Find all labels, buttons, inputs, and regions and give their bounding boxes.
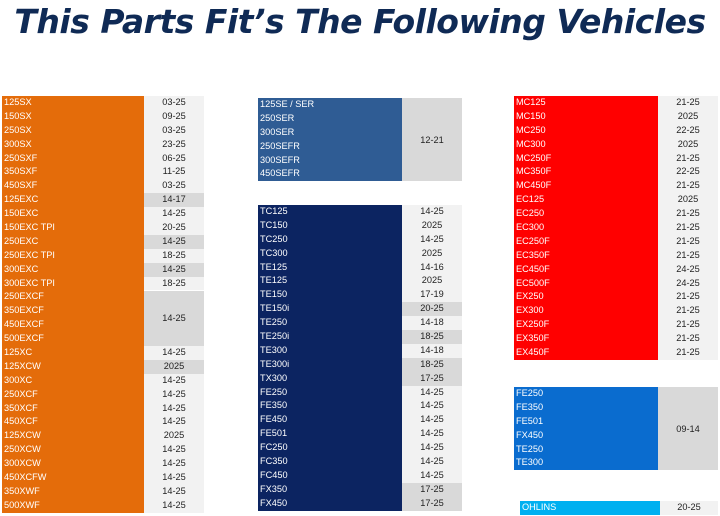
table-row: [2, 138, 204, 152]
model-cell: 250EXC: [2, 235, 144, 249]
table-row: [2, 165, 204, 179]
model-cell: TE125: [258, 261, 402, 275]
gasgas-fitment-table: [514, 96, 718, 360]
model-cell: FC450: [258, 469, 402, 483]
model-cell: 125XCW: [2, 360, 144, 374]
model-cell: TE250: [514, 443, 658, 457]
year-cell: 21-25: [658, 304, 718, 318]
model-cell: 500XWF: [2, 499, 144, 513]
year-cell: 17-19: [402, 288, 462, 302]
model-cell: 150EXC TPI: [2, 221, 144, 235]
model-cell: 300EXC TPI: [2, 277, 144, 291]
year-cell: 14-25: [144, 235, 204, 249]
model-cell: 250EXCF: [2, 290, 144, 304]
year-cell: 2025: [402, 274, 462, 288]
table-row: [514, 124, 718, 138]
table-row: [2, 485, 204, 499]
table-row: [258, 441, 462, 455]
husqvarna-se-fitment-table: [258, 98, 462, 181]
model-cell: 125XCW: [2, 429, 144, 443]
year-cell: 03-25: [144, 96, 204, 110]
year-cell: 21-25: [658, 221, 718, 235]
model-cell: FX350: [258, 483, 402, 497]
table-row: [258, 469, 462, 483]
year-cell: 24-25: [658, 263, 718, 277]
model-cell: 150EXC: [2, 207, 144, 221]
model-cell: 300SX: [2, 138, 144, 152]
model-cell: FC350: [258, 455, 402, 469]
year-cell: 21-25: [658, 179, 718, 193]
model-cell: FE501: [514, 415, 658, 429]
year-cell: 18-25: [144, 249, 204, 263]
table-row: [258, 372, 462, 386]
model-cell: EX250: [514, 290, 658, 304]
table-row: [258, 302, 462, 316]
year-cell: 20-25: [144, 221, 204, 235]
table-row: [258, 274, 462, 288]
year-cell: 22-25: [658, 124, 718, 138]
table-row: [2, 193, 204, 207]
model-cell: TE250i: [258, 330, 402, 344]
year-cell: 14-25: [402, 399, 462, 413]
year-cell: 14-25: [402, 427, 462, 441]
table-row: [514, 235, 718, 249]
table-row: [258, 483, 462, 497]
table-row: [2, 179, 204, 193]
model-cell: EX350F: [514, 332, 658, 346]
year-cell: 23-25: [144, 138, 204, 152]
table-row: [2, 402, 204, 416]
table-row: [2, 346, 204, 360]
table-row: [2, 429, 204, 443]
model-cell: 250SXF: [2, 152, 144, 166]
year-cell: 14-25: [402, 441, 462, 455]
table-row: [2, 360, 204, 374]
year-cell: 14-25: [144, 374, 204, 388]
table-row: [2, 471, 204, 485]
model-cell: MC350F: [514, 165, 658, 179]
model-cell: FE350: [514, 401, 658, 415]
table-row: [258, 497, 462, 511]
model-cell: TE300i: [258, 358, 402, 372]
table-row: [2, 277, 204, 291]
year-cell: 2025: [402, 219, 462, 233]
year-cell: 14-25: [402, 455, 462, 469]
model-cell: FE250: [258, 386, 402, 400]
table-row: [514, 193, 718, 207]
model-cell: OHLINS: [520, 501, 660, 515]
table-row: [258, 344, 462, 358]
year-cell: 21-25: [658, 152, 718, 166]
model-cell: EC300: [514, 221, 658, 235]
model-cell: FE501: [258, 427, 402, 441]
table-row: [2, 235, 204, 249]
year-cell: 18-25: [144, 277, 204, 291]
year-cell: 20-25: [402, 302, 462, 316]
year-cell: 14-25: [144, 388, 204, 402]
year-cell: 09-25: [144, 110, 204, 124]
model-cell: TC250: [258, 233, 402, 247]
model-cell: 300SEFR: [258, 154, 402, 168]
table-row: [514, 318, 718, 332]
table-row: [258, 247, 462, 261]
year-cell: 14-25: [144, 346, 204, 360]
year-cell: 22-25: [658, 165, 718, 179]
table-row: [514, 110, 718, 124]
model-cell: TC125: [258, 205, 402, 219]
model-cell: 125EXC: [2, 193, 144, 207]
year-cell: 03-25: [144, 179, 204, 193]
table-row: [514, 138, 718, 152]
table-row: [514, 277, 718, 291]
table-row: [514, 249, 718, 263]
year-cell: 21-25: [658, 207, 718, 221]
year-cell: 2025: [402, 247, 462, 261]
model-cell: 350XCF: [2, 402, 144, 416]
model-cell: 250SX: [2, 124, 144, 138]
model-cell: FX450: [258, 497, 402, 511]
table-row: [258, 330, 462, 344]
table-row: [2, 207, 204, 221]
year-cell: 14-25: [144, 263, 204, 277]
model-cell: TE300: [258, 344, 402, 358]
year-cell: 14-18: [402, 316, 462, 330]
table-row: [258, 455, 462, 469]
model-cell: 450SEFR: [258, 167, 402, 181]
year-cell: 21-25: [658, 96, 718, 110]
table-row: [514, 221, 718, 235]
husqvarna-fitment-table: [258, 205, 462, 511]
table-row: [514, 346, 718, 360]
table-row: [2, 499, 204, 513]
year-cell: 21-25: [658, 249, 718, 263]
year-cell: 21-25: [658, 290, 718, 304]
table-row: [2, 457, 204, 471]
table-row: [514, 179, 718, 193]
merged-year-cell: 14-25: [144, 291, 204, 347]
table-row: [2, 263, 204, 277]
merged-year-cell: 12-21: [402, 98, 462, 181]
year-cell: 2025: [658, 110, 718, 124]
year-cell: 14-25: [402, 469, 462, 483]
model-cell: 450XCFW: [2, 471, 144, 485]
year-cell: 14-25: [144, 499, 204, 513]
year-cell: 2025: [144, 429, 204, 443]
model-cell: EX250F: [514, 318, 658, 332]
year-cell: 2025: [658, 138, 718, 152]
model-cell: MC250F: [514, 152, 658, 166]
table-row: [258, 427, 462, 441]
year-cell: 21-25: [658, 346, 718, 360]
model-cell: MC450F: [514, 179, 658, 193]
model-cell: 300EXC: [2, 263, 144, 277]
model-cell: 500EXCF: [2, 332, 144, 346]
year-cell: 21-25: [658, 318, 718, 332]
model-cell: TE150: [258, 288, 402, 302]
merged-year-cell: 09-14: [658, 387, 718, 470]
model-cell: 250SEFR: [258, 140, 402, 154]
model-cell: FE250: [514, 387, 658, 401]
model-cell: EX450F: [514, 346, 658, 360]
year-cell: 24-25: [658, 277, 718, 291]
model-cell: MC250: [514, 124, 658, 138]
table-row: [2, 221, 204, 235]
model-cell: 250XCF: [2, 388, 144, 402]
model-cell: TC300: [258, 247, 402, 261]
model-cell: 450SXF: [2, 179, 144, 193]
year-cell: 14-25: [144, 415, 204, 429]
table-row: [514, 304, 718, 318]
table-row: [2, 110, 204, 124]
table-row: [520, 501, 718, 515]
model-cell: 350XWF: [2, 485, 144, 499]
table-row: [258, 261, 462, 275]
year-cell: 18-25: [402, 330, 462, 344]
model-cell: 125SX: [2, 96, 144, 110]
year-cell: 14-25: [144, 443, 204, 457]
model-cell: 300SER: [258, 126, 402, 140]
table-row: [514, 207, 718, 221]
table-row: [258, 399, 462, 413]
model-cell: EC250: [514, 207, 658, 221]
year-cell: 2025: [658, 193, 718, 207]
model-cell: 250EXC TPI: [2, 249, 144, 263]
table-row: [514, 263, 718, 277]
year-cell: 17-25: [402, 483, 462, 497]
year-cell: 20-25: [660, 501, 718, 515]
year-cell: 18-25: [402, 358, 462, 372]
year-cell: 14-25: [402, 413, 462, 427]
year-cell: 14-17: [144, 193, 204, 207]
model-cell: TE250: [258, 316, 402, 330]
table-row: [2, 249, 204, 263]
table-row: [258, 316, 462, 330]
model-cell: TE300: [514, 456, 658, 470]
table-row: [514, 152, 718, 166]
table-row: [2, 124, 204, 138]
model-cell: MC300: [514, 138, 658, 152]
year-cell: 14-18: [402, 344, 462, 358]
year-cell: 21-25: [658, 235, 718, 249]
model-cell: 150SX: [2, 110, 144, 124]
model-cell: 300XC: [2, 374, 144, 388]
model-cell: TX300: [258, 372, 402, 386]
model-cell: FE350: [258, 399, 402, 413]
model-cell: 350SXF: [2, 165, 144, 179]
table-row: [2, 388, 204, 402]
year-cell: 14-25: [144, 485, 204, 499]
year-cell: 21-25: [658, 332, 718, 346]
year-cell: 03-25: [144, 124, 204, 138]
model-cell: TE125: [258, 274, 402, 288]
model-cell: EC450F: [514, 263, 658, 277]
table-row: [258, 386, 462, 400]
table-row: [258, 205, 462, 219]
year-cell: 14-16: [402, 261, 462, 275]
table-row: [258, 233, 462, 247]
model-cell: TC150: [258, 219, 402, 233]
table-row: [258, 358, 462, 372]
page-title: This Parts Fit’s The Following Vehicles: [14, 2, 706, 41]
year-cell: 14-25: [402, 205, 462, 219]
year-cell: 2025: [144, 360, 204, 374]
model-cell: FX450: [514, 429, 658, 443]
model-cell: 125XC: [2, 346, 144, 360]
year-cell: 14-25: [402, 233, 462, 247]
year-cell: 14-25: [144, 471, 204, 485]
table-row: [514, 290, 718, 304]
model-cell: 450XCF: [2, 415, 144, 429]
model-cell: TE150i: [258, 302, 402, 316]
table-row: [514, 332, 718, 346]
table-row: [2, 96, 204, 110]
table-row: [2, 374, 204, 388]
model-cell: 350EXCF: [2, 304, 144, 318]
model-cell: 300XCW: [2, 457, 144, 471]
model-cell: MC150: [514, 110, 658, 124]
table-row: [258, 219, 462, 233]
model-cell: EC125: [514, 193, 658, 207]
table-row: [2, 443, 204, 457]
model-cell: 250XCW: [2, 443, 144, 457]
model-cell: MC125: [514, 96, 658, 110]
year-cell: 14-25: [402, 386, 462, 400]
model-cell: 125SE / SER: [258, 98, 402, 112]
ohlins-fitment-table: [520, 501, 718, 515]
year-cell: 11-25: [144, 165, 204, 179]
table-row: [258, 288, 462, 302]
year-cell: 17-25: [402, 372, 462, 386]
year-cell: 14-25: [144, 402, 204, 416]
table-row: [514, 96, 718, 110]
model-cell: EC350F: [514, 249, 658, 263]
year-cell: 14-25: [144, 207, 204, 221]
year-cell: 06-25: [144, 152, 204, 166]
model-cell: FC250: [258, 441, 402, 455]
husqvarna-fe-fitment-table: [514, 387, 718, 470]
year-cell: 17-25: [402, 497, 462, 511]
model-cell: FE450: [258, 413, 402, 427]
model-cell: EC250F: [514, 235, 658, 249]
table-row: [258, 413, 462, 427]
ktm-fitment-table: [2, 96, 204, 513]
model-cell: EX300: [514, 304, 658, 318]
table-row: [2, 152, 204, 166]
table-row: [2, 415, 204, 429]
model-cell: 250SER: [258, 112, 402, 126]
model-cell: 450EXCF: [2, 318, 144, 332]
year-cell: 14-25: [144, 457, 204, 471]
table-row: [514, 165, 718, 179]
model-cell: EC500F: [514, 277, 658, 291]
